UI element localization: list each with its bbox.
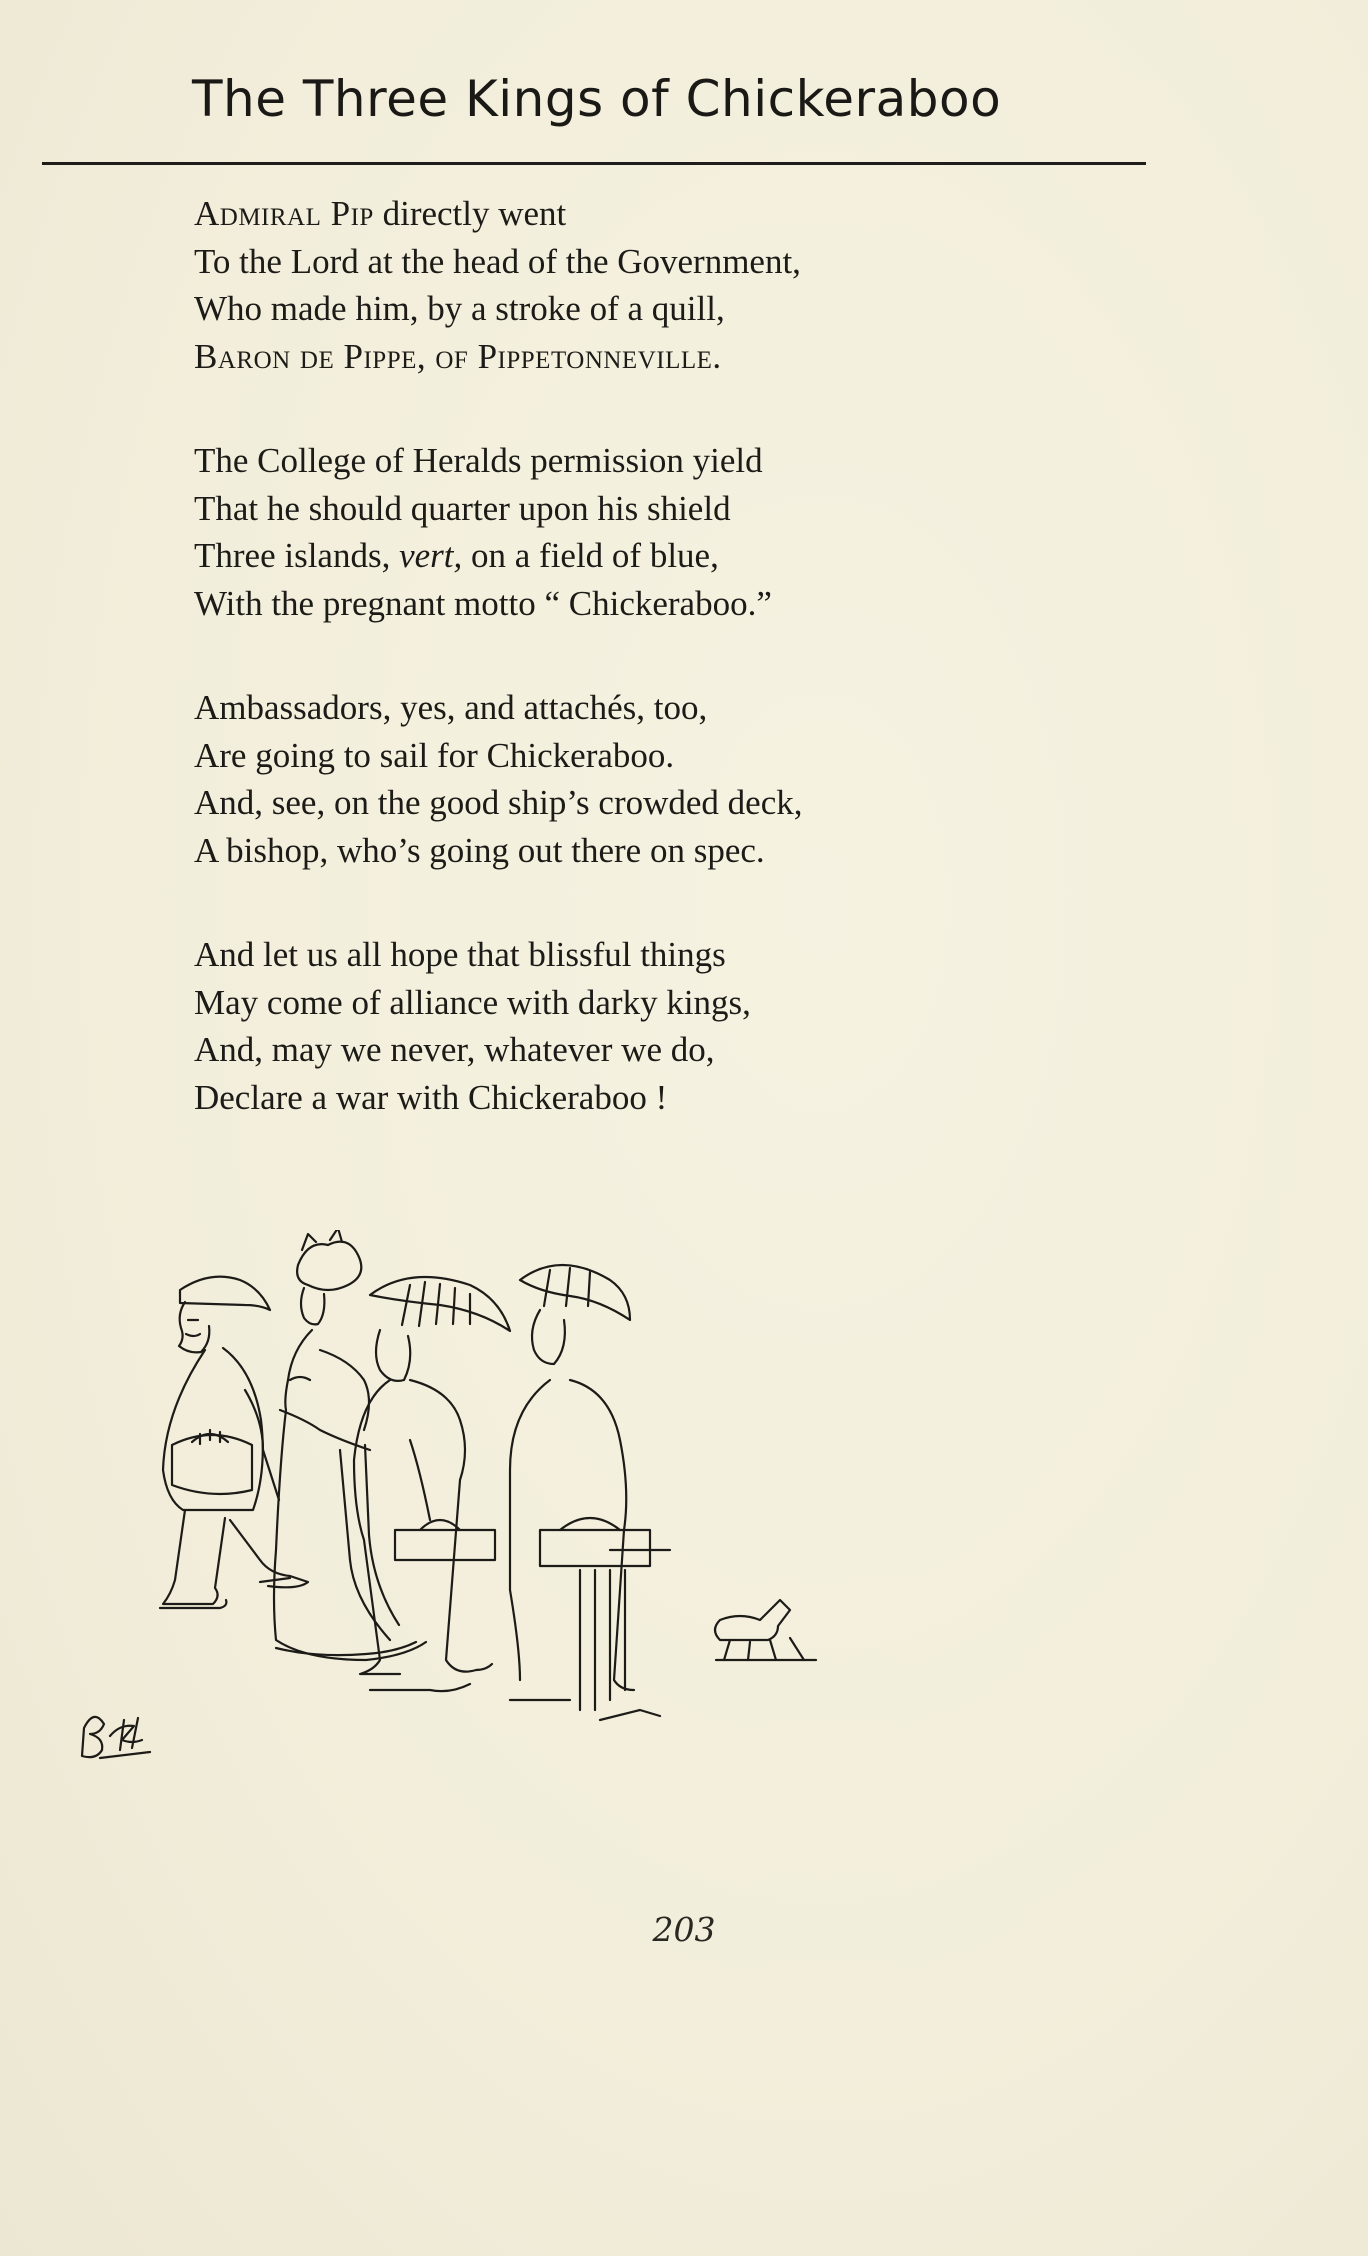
gentleman-figure (354, 1277, 510, 1691)
small-caps-name: Admiral Pip (194, 194, 374, 233)
poem-line: To the Lord at the head of the Government, (194, 241, 801, 281)
running-head-title: The Three Kings of Chickeraboo (192, 70, 1002, 128)
poem-line: Are going to sail for Chickeraboo. (194, 735, 675, 775)
line-text: directly went (373, 194, 567, 233)
poem-line (194, 532, 1094, 580)
poem-line: Declare a war with Chickeraboo ! (194, 1077, 668, 1117)
line-text: Three islands, (194, 536, 400, 575)
bab-illustration (80, 1230, 1050, 1770)
poem-line: And, may we never, whatever we do, (194, 1030, 715, 1069)
stanza-4 (194, 931, 1094, 1121)
dog-figure (715, 1600, 816, 1660)
poem-line: May come of alliance with darky kings, (194, 982, 751, 1022)
lady-figure (274, 1230, 426, 1660)
poem-line: With the pregnant motto “ Chickeraboo.” (194, 583, 772, 623)
poem-line: And, see, on the good ship’s crowded deck, (194, 783, 803, 822)
header-rule (42, 162, 1146, 165)
poem-line: The College of Heralds permission yield (194, 441, 763, 480)
poem-line: A bishop, who’s going out there on spec. (194, 830, 765, 870)
poem-line (194, 190, 1094, 238)
stanza-3 (194, 684, 1094, 874)
page-number: 203 (652, 1910, 716, 1949)
poem-line: That he should quarter upon his shield (194, 488, 731, 528)
poem-text (194, 190, 1094, 1178)
walking-man-figure (160, 1277, 308, 1608)
line-text: on a field of blue, (462, 536, 719, 575)
bishop-figure (510, 1265, 670, 1720)
poem-line: Who made him, by a stroke of a quill, (194, 289, 725, 328)
stanza-2 (194, 437, 1094, 627)
bab-monogram (82, 1717, 150, 1758)
stanza-1 (194, 190, 1094, 380)
poem-line: Ambassadors, yes, and attachés, too, (194, 688, 708, 727)
italic-word: vert, (399, 536, 463, 575)
poem-line: Baron de Pippe, of Pippetonneville. (194, 336, 722, 376)
poem-line: And let us all hope that blissful things (194, 935, 726, 974)
